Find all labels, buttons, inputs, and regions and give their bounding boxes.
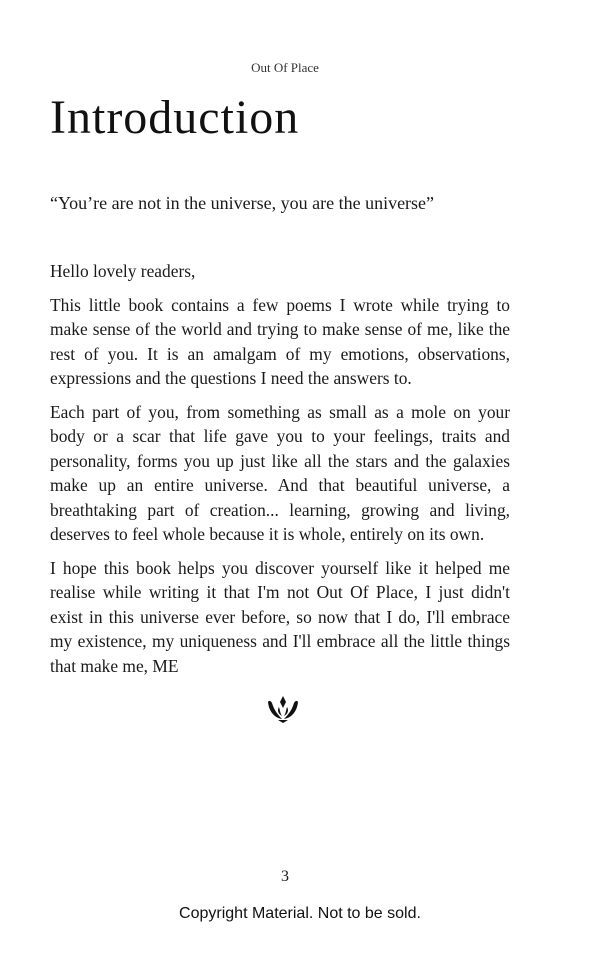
running-head: Out Of Place <box>251 60 319 75</box>
introduction-body <box>50 259 510 687</box>
lotus-ornament-icon <box>265 694 301 724</box>
copyright-notice: Copyright Material. Not to be sold. <box>179 905 421 922</box>
greeting: Hello lovely readers, <box>50 261 196 281</box>
epigraph-quote: “You’re are not in the universe, you are the universe” <box>50 193 435 213</box>
paragraph-2: Each part of you, from something as small as a mole on your body or a scar that life gave you to your feelings, traits and personality, forms you up just like all the stars and the galaxies make up an entire universe. And that beautiful universe, a breathtaking part of creation... learning, growing and living, deserves to feel whole because it is whole, entirely on its own. <box>50 401 510 544</box>
paragraph-1: This little book contains a few poems I wrote while trying to make sense of the world and trying to make sense of me, like the rest of you. It is an amalgam of my emotions, observations, expressions and the questions I need the answers to. <box>50 294 510 388</box>
chapter-title: Introduction <box>50 91 300 144</box>
page-number: 3 <box>281 868 289 885</box>
paragraph-3: I hope this book helps you discover yourself like it helped me realise while writing it that I'm not Out Of Place, I just didn't exist in this universe ever before, so now that I do, I'll embrace my existence, my uniqueness and I'll embrace all the little things that make me, ME <box>50 557 510 676</box>
